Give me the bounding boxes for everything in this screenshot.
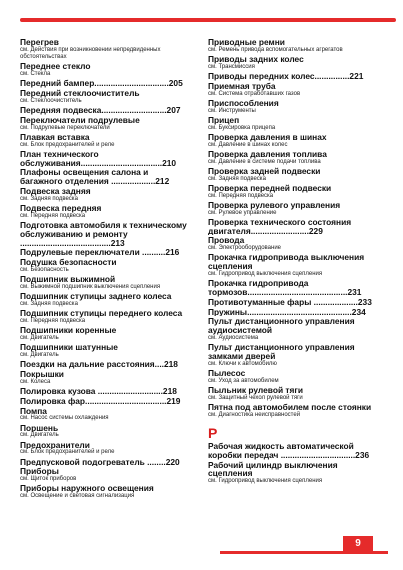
index-entry-title: Плавкая вставка bbox=[20, 132, 90, 142]
index-entry bbox=[20, 116, 188, 132]
index-entry-title: Приводы передних колес...............221 bbox=[208, 72, 364, 81]
index-entry bbox=[208, 253, 376, 278]
index-entry-references bbox=[20, 213, 188, 220]
index-entry-title: Помпа bbox=[20, 406, 47, 416]
index-entry bbox=[20, 387, 188, 396]
index-entry bbox=[208, 184, 376, 200]
index-entry-title: Подрулевые переключатели ..........216 bbox=[20, 248, 180, 258]
index-entry-see-reference: см. Стеклоочиститель bbox=[20, 97, 82, 104]
index-entry-references bbox=[20, 415, 188, 422]
index-entry-title: Проверка давления топлива bbox=[208, 149, 327, 159]
index-entry bbox=[20, 221, 188, 247]
index-entry-title: Переднее стекло bbox=[20, 62, 91, 71]
index-entry-references bbox=[208, 193, 376, 200]
index-entry-title: Приборы bbox=[20, 467, 59, 477]
index-entry-references bbox=[20, 493, 188, 500]
index-entry-title: Проверка давления в шинах bbox=[208, 132, 327, 142]
index-entry bbox=[20, 89, 188, 105]
index-entry-title: Передняя подвеска............................207 bbox=[20, 106, 181, 115]
index-entry-references bbox=[20, 449, 188, 456]
index-entry-references bbox=[208, 478, 376, 485]
index-entry-references bbox=[208, 335, 376, 342]
index-entry bbox=[208, 298, 376, 307]
index-entry-title: Противотуманные фары ...................233 bbox=[208, 297, 372, 307]
index-entry-references bbox=[208, 378, 376, 385]
index-entry-references bbox=[208, 64, 376, 71]
index-entry bbox=[20, 458, 188, 467]
index-entry bbox=[208, 55, 376, 71]
index-entry-references bbox=[208, 245, 376, 252]
index-entry-title: Пылесос bbox=[208, 368, 246, 378]
index-entry bbox=[20, 424, 188, 440]
index-entry-references bbox=[208, 91, 376, 98]
index-entry-see-reference: см. Ключи к автомобилю bbox=[208, 360, 277, 367]
index-entry-title: Поездки на дальние расстояния....218 bbox=[20, 360, 178, 369]
index-entry-title: Приводные ремни bbox=[208, 38, 285, 47]
index-entry-title: Подвеска передняя bbox=[20, 203, 102, 213]
index-entry bbox=[20, 38, 188, 61]
index-entry-see-reference: см. Задняя подвеска bbox=[20, 195, 78, 202]
index-entry-title: Поршень bbox=[20, 423, 59, 433]
index-entry bbox=[208, 442, 376, 460]
index-entry bbox=[208, 99, 376, 115]
index-entry-see-reference: см. Система отработавших газов bbox=[208, 90, 301, 97]
index-entry-title: Плафоны освещения салона и багажного отделения ...................212 bbox=[20, 168, 170, 186]
index-entry-title: Подготовка автомобиля к техническому обслуживанию и ремонту .......................................213 bbox=[20, 220, 187, 248]
index-entry-title: Подшипники коренные bbox=[20, 326, 117, 335]
index-entry bbox=[20, 258, 188, 274]
index-entry-title: Прокачка гидропривода тормозов...........................................231 bbox=[208, 279, 362, 297]
index-entry-references bbox=[20, 142, 188, 149]
page-number: 9 bbox=[343, 536, 373, 552]
index-entry-references bbox=[208, 271, 376, 278]
index-entry bbox=[208, 38, 376, 54]
index-entry bbox=[208, 150, 376, 166]
index-entry-title: Полировка кузова ............................218 bbox=[20, 386, 177, 396]
index-entry-see-reference: см. Насос системы охлаждения bbox=[20, 415, 109, 422]
index-entry bbox=[208, 403, 376, 419]
index-entry-see-reference: см. Уход за автомобилем bbox=[208, 377, 279, 384]
index-entry bbox=[208, 116, 376, 132]
index-entry-title: Приемная труба bbox=[208, 81, 276, 91]
index-entry-references bbox=[20, 267, 188, 274]
index-entry-see-reference: см. Двигатель bbox=[20, 432, 59, 439]
index-entry-title: Пульт дистанционного управления замками дверей bbox=[208, 343, 355, 361]
index-entry-references bbox=[20, 379, 188, 386]
index-entry-see-reference: см. Аудиосистема bbox=[208, 334, 259, 341]
index-entry-see-reference: см. Выжимной подшипник выключения сцепления bbox=[20, 283, 161, 290]
index-entry bbox=[20, 133, 188, 149]
index-entry bbox=[20, 248, 188, 257]
index-entry bbox=[20, 168, 188, 186]
index-entry bbox=[208, 201, 376, 217]
index-entry bbox=[208, 369, 376, 385]
index-entry-title: Рабочая жидкость автоматической коробки передач ................................236 bbox=[208, 441, 370, 460]
index-entry-see-reference: см. Освещение и световая сигнализация bbox=[20, 493, 135, 500]
index-entry bbox=[20, 309, 188, 325]
index-entry-references bbox=[20, 352, 188, 359]
index-entry-see-reference: см. Рулевое управление bbox=[208, 209, 277, 216]
index-entry bbox=[208, 461, 376, 486]
index-entry bbox=[208, 279, 376, 297]
index-entry-see-reference: см. Блок предохранителей и реле bbox=[20, 449, 115, 456]
index-entry-title: Прокачка гидропривода выключения сцепления bbox=[208, 253, 365, 271]
index-entry-title: Подшипники шатунные bbox=[20, 343, 118, 352]
index-entry-references bbox=[208, 159, 376, 166]
index-entry bbox=[20, 397, 188, 406]
index-entry-see-reference: см. Ремень привода вспомогательных агрегатов bbox=[208, 46, 343, 53]
index-entry bbox=[208, 236, 376, 252]
index-entry-title: Покрышки bbox=[20, 369, 64, 379]
index-entry-title: Пружины.............................................234 bbox=[208, 307, 366, 317]
index-entry bbox=[20, 292, 188, 308]
index-entry-references bbox=[20, 476, 188, 483]
index-entry-title: Перегрев bbox=[20, 38, 59, 47]
index-entry-references bbox=[20, 432, 188, 439]
index-entry bbox=[20, 484, 188, 500]
index-entry-title: Полировка фар...................................219 bbox=[20, 396, 181, 406]
index-entry bbox=[208, 167, 376, 183]
index-column-left bbox=[20, 38, 188, 501]
index-entry-title: Проверка передней подвески bbox=[208, 183, 332, 193]
index-entry-see-reference: см. Действия при возникновении непредвиденных обстоятельствах bbox=[20, 46, 161, 60]
index-entry bbox=[20, 370, 188, 386]
index-entry-title: Предпусковой подогреватель ........220 bbox=[20, 457, 180, 467]
index-entry-title: Подшипник ступицы переднего колеса bbox=[20, 309, 183, 318]
index-entry-title: Подшипник выжимной bbox=[20, 275, 116, 284]
index-entry-see-reference: см. Давление в системе подачи топлива bbox=[208, 158, 321, 165]
index-entry-see-reference: см. Передняя подвеска bbox=[20, 212, 86, 219]
index-entry-see-reference: см. Буксировка прицепа bbox=[208, 124, 276, 131]
index-entry-title: Переключатели подрулевые bbox=[20, 115, 140, 125]
index-entry-see-reference: см. Трансмиссия bbox=[208, 63, 255, 70]
index-entry-title: Пятна под автомобилем после стоянки bbox=[208, 402, 372, 412]
index-entry-references bbox=[208, 361, 376, 368]
index-entry-title: Приводы задних колес bbox=[208, 55, 304, 64]
index-entry-see-reference: см. Передняя подвеска bbox=[20, 317, 86, 324]
index-entry bbox=[208, 72, 376, 81]
index-entry-see-reference: см. Безопасность bbox=[20, 266, 69, 273]
index-entry-references bbox=[208, 142, 376, 149]
index-entry bbox=[208, 317, 376, 342]
index-entry-see-reference: см. Колеса bbox=[20, 378, 51, 385]
index-entry-references bbox=[20, 318, 188, 325]
index-entry-title: План технического обслуживания...................................210 bbox=[20, 149, 177, 168]
index-entry-see-reference: см. Гидропривод выключения сцепления bbox=[208, 270, 323, 277]
index-entry-references bbox=[208, 395, 376, 402]
section-letter: Р bbox=[208, 424, 218, 441]
index-entry-title: Предохранители bbox=[20, 440, 90, 450]
index-entry bbox=[208, 218, 376, 236]
index-entry-title: Приборы наружного освещения bbox=[20, 484, 154, 494]
index-entry-see-reference: см. Задняя подвеска bbox=[20, 300, 78, 307]
index-entry-references bbox=[208, 47, 376, 54]
index-column-right bbox=[208, 38, 376, 486]
index-entry bbox=[20, 467, 188, 483]
index-entry-references bbox=[20, 284, 188, 291]
index-entry bbox=[20, 62, 188, 78]
index-entry-references bbox=[20, 301, 188, 308]
index-entry-references bbox=[208, 125, 376, 132]
index-entry-references bbox=[208, 210, 376, 217]
index-entry-see-reference: см. Стекла bbox=[20, 71, 51, 77]
index-entry bbox=[208, 133, 376, 149]
index-entry-title: Подвеска задняя bbox=[20, 186, 91, 196]
index-entry-references bbox=[20, 125, 188, 132]
index-section-r bbox=[208, 442, 376, 485]
index-entry bbox=[20, 187, 188, 203]
index-entry-see-reference: см. Инструменты bbox=[208, 107, 256, 114]
index-entry-references bbox=[20, 196, 188, 203]
index-entry bbox=[208, 343, 376, 368]
index-entry bbox=[20, 79, 188, 88]
index-entry-see-reference: см. Задняя подвеска bbox=[208, 175, 266, 182]
index-entry bbox=[208, 308, 376, 317]
index-entry-see-reference: см. Электрооборудование bbox=[208, 245, 282, 252]
index-entry bbox=[20, 106, 188, 115]
index-entry-references bbox=[208, 412, 376, 419]
index-entry bbox=[20, 150, 188, 168]
index-entry-title: Проверка рулевого управления bbox=[208, 200, 341, 210]
index-entry-title: Подушка безопасности bbox=[20, 258, 117, 267]
index-entry bbox=[20, 326, 188, 342]
index-entry bbox=[20, 275, 188, 291]
index-entry-title: Проверка технического состояния двигателя.........................229 bbox=[208, 217, 352, 236]
index-entry-title: Передний бампер................................205 bbox=[20, 79, 183, 88]
index-entry-see-reference: см. Давление в шинах колес bbox=[208, 141, 288, 148]
index-entry-see-reference: см. Диагностика неисправностей bbox=[208, 411, 301, 418]
index-entry-title: Подшипник ступицы заднего колеса bbox=[20, 292, 172, 301]
index-entry-see-reference: см. Двигатель bbox=[20, 351, 59, 358]
index-section-p bbox=[208, 38, 376, 419]
index-entry-title: Приспособления bbox=[208, 98, 279, 108]
index-entry-title: Провода bbox=[208, 236, 245, 246]
index-entry-references bbox=[20, 71, 188, 78]
index-entry-title: Пульт дистанционного управления аудиосистемой bbox=[208, 317, 355, 335]
index-entry-see-reference: см. Передняя подвеска bbox=[208, 192, 274, 199]
index-entry-see-reference: см. Двигатель bbox=[20, 334, 59, 341]
index-entry bbox=[208, 82, 376, 98]
index-entry bbox=[208, 386, 376, 402]
top-accent-bar bbox=[20, 18, 396, 22]
index-entry bbox=[20, 343, 188, 359]
index-entry-title: Рабочий цилиндр выключения сцепления bbox=[208, 460, 338, 479]
index-entry-references bbox=[208, 176, 376, 183]
index-entry-see-reference: см. Щиток приборов bbox=[20, 476, 77, 483]
index-entry-references bbox=[20, 335, 188, 342]
index-entry-references bbox=[20, 47, 188, 61]
index-entry-title: Передний стеклоочиститель bbox=[20, 89, 140, 98]
index-entry-references bbox=[208, 108, 376, 115]
index-entry-title: Пыльник рулевой тяги bbox=[208, 385, 304, 395]
index-entry-title: Проверка задней подвески bbox=[208, 166, 321, 176]
index-entry-references bbox=[20, 98, 188, 105]
index-entry-see-reference: см. Защитный чехол рулевой тяги bbox=[208, 394, 303, 401]
index-entry-title: Прицеп bbox=[208, 115, 240, 125]
index-entry bbox=[20, 360, 188, 369]
index-entry bbox=[20, 407, 188, 423]
index-entry-see-reference: см. Блок предохранителей и реле bbox=[20, 141, 115, 148]
index-entry-see-reference: см. Гидропривод выключения сцепления bbox=[208, 478, 323, 485]
index-entry-see-reference: см. Подрулевые переключатели bbox=[20, 124, 110, 131]
index-entry bbox=[20, 441, 188, 457]
index-entry bbox=[20, 204, 188, 220]
